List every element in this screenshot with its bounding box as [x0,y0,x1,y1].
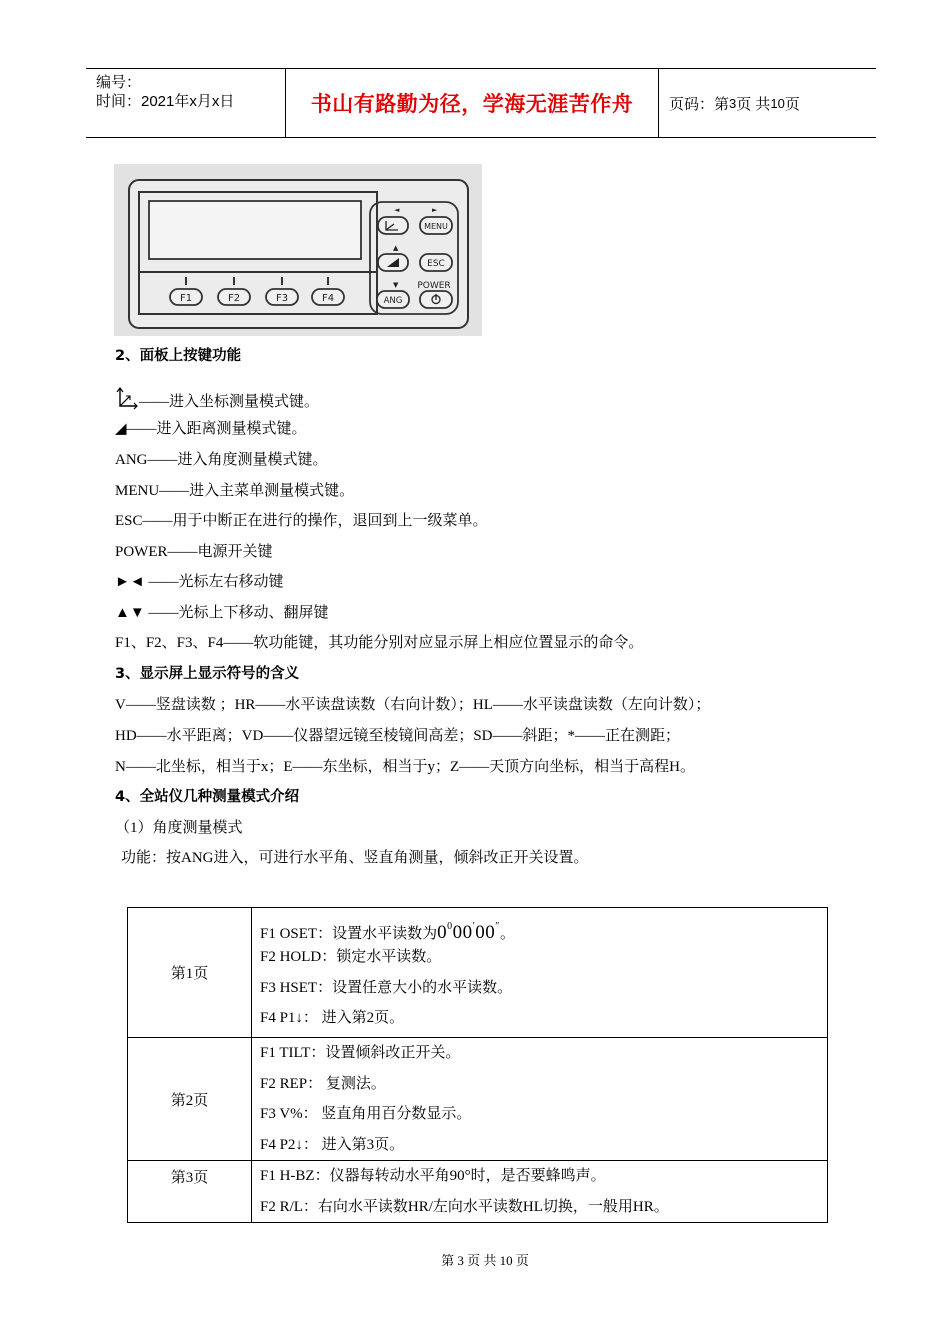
table-item: F4 P1↓： 进入第2页。 [260,1010,405,1026]
f1-key-label: F1 [179,293,193,304]
oset-prefix: F1 OSET：设置水平读数为 [260,925,438,942]
angle-mode-subheading: （1）角度测量模式 [115,820,243,836]
header-left-cell [86,69,286,137]
section3-heading: 3、显示屏上显示符号的含义 [115,666,300,682]
table-item: F4 P2↓： 进入第3页。 [260,1136,405,1153]
table-item: F2 REP： 复测法。 [260,1075,386,1092]
page-mid: 页 共 [736,95,771,113]
table-item: F1 H-BZ：仪器每转动水平角90°时，是否要蜂鸣声。 [260,1168,606,1184]
left-arrow-icon: ◄ [394,206,400,214]
table-row [128,908,828,1038]
power-key[interactable] [420,291,452,308]
page-cell: 第1页 [128,908,252,1038]
right-arrow-icon: ► [432,206,438,214]
oset-suffix: 。 [499,925,515,942]
table-item: F3 HSET：设置任意大小的水平读数。 [260,979,513,996]
page-total: 10 [770,95,785,111]
section2-heading: 2、面板上按键功能 [115,348,242,364]
f3-key-label: F3 [275,293,289,304]
header-motto-cell [286,69,659,137]
table-item: F2 R/L：右向水平读数HR/左向水平读数HL切换，一般用HR。 [260,1198,669,1215]
table-item: F2 HOLD：锁定水平读数。 [260,949,442,965]
power-label: POWER [417,281,451,291]
coordinate-key[interactable] [378,217,408,234]
table-item: F3 V%： 竖直角用百分数显示。 [260,1106,472,1122]
symbol-line-3: N——北坐标，相当于x；E——东坐标，相当于y；Z——天顶方向坐标，相当于高程H。 [115,759,695,775]
motto: 书山有路勤为径，学海无涯苦作舟 [310,92,634,116]
key-power-line: POWER——电源开关键 [115,544,273,560]
f4-key[interactable] [312,289,344,305]
down-arrow-icon: ▼ [393,281,399,289]
page-cell: 第3页 [128,1161,252,1223]
menu-key[interactable] [420,217,452,234]
ang-key-label: ANG [383,296,403,306]
menu-key-label: MENU [424,222,448,231]
esc-key[interactable] [420,254,452,271]
f4-key-label: F4 [321,293,335,304]
symbol-line-1: V——竖盘读数 ；HR——水平读盘读数（右向计数）；HL——水平读盘读数（左向计数）； [115,697,711,713]
f2-key-label: F2 [227,293,241,304]
symbol-line-2: HD——水平距离；VD——仪器望远镜至棱镜间高差；SD——斜距；*——正在测距； [115,728,681,744]
table-item: F1 TILT：设置倾斜改正开关。 [260,1045,461,1061]
f3-key[interactable] [266,289,298,305]
instrument-panel-image [114,164,482,336]
key-esc-line: ESC——用于中断正在进行的操作，退回到上一级菜单。 [115,513,488,529]
table-row [128,1038,828,1161]
f2-key[interactable] [218,289,250,305]
up-arrow-icon: ▲ [393,244,399,252]
f1-key[interactable] [170,289,202,305]
soft-key-table [127,907,828,1223]
page-header [86,68,876,138]
serial-label: 编号： [96,74,142,91]
header-page-cell [659,69,876,137]
page-cell: 第2页 [128,1038,252,1161]
key-menu-line: MENU——进入主菜单测量模式键。 [115,483,355,499]
esc-key-label: ESC [427,259,445,269]
angle-mode-function: 功能：按ANG进入，可进行水平角、竖直角测量，倾斜改正开关设置。 [121,850,589,866]
section4-heading: 4、全站仪几种测量模式介绍 [115,789,300,805]
key-function-line: F1、F2、F3、F4——软功能键，其功能分别对应显示屏上相应位置显示的命令。 [115,635,644,651]
key-leftright-line: ►◄ ——光标左右移动键 [115,574,284,590]
ang-key[interactable] [377,291,409,308]
zero-degree-value: $0^000'00''$ [437,920,500,943]
page-footer: 第 3 页 共 10 页 [441,1253,529,1268]
items-cell [252,1038,828,1161]
display-screen [149,201,361,259]
key-coordinate-text: ——进入坐标测量模式键。 [139,394,320,410]
distance-key[interactable] [378,254,408,271]
key-updown-line: ▲▼ ——光标上下移动、翻屏键 [115,605,329,621]
page-suffix: 页 [784,95,800,113]
coordinate-mode-icon [115,386,139,412]
key-ang-line: ANG——进入角度测量模式键。 [115,452,328,468]
items-cell [252,908,828,1038]
table-item [260,912,827,943]
key-distance-line: ◢——进入距离测量模式键。 [115,421,307,437]
page-num: 3 [729,95,737,111]
key-coordinate-line [115,386,319,412]
page-prefix: 页码：第 [669,95,730,113]
time-line: 时间：2021年x月x日 [96,93,235,110]
table-row [128,1161,828,1223]
items-cell [252,1161,828,1223]
